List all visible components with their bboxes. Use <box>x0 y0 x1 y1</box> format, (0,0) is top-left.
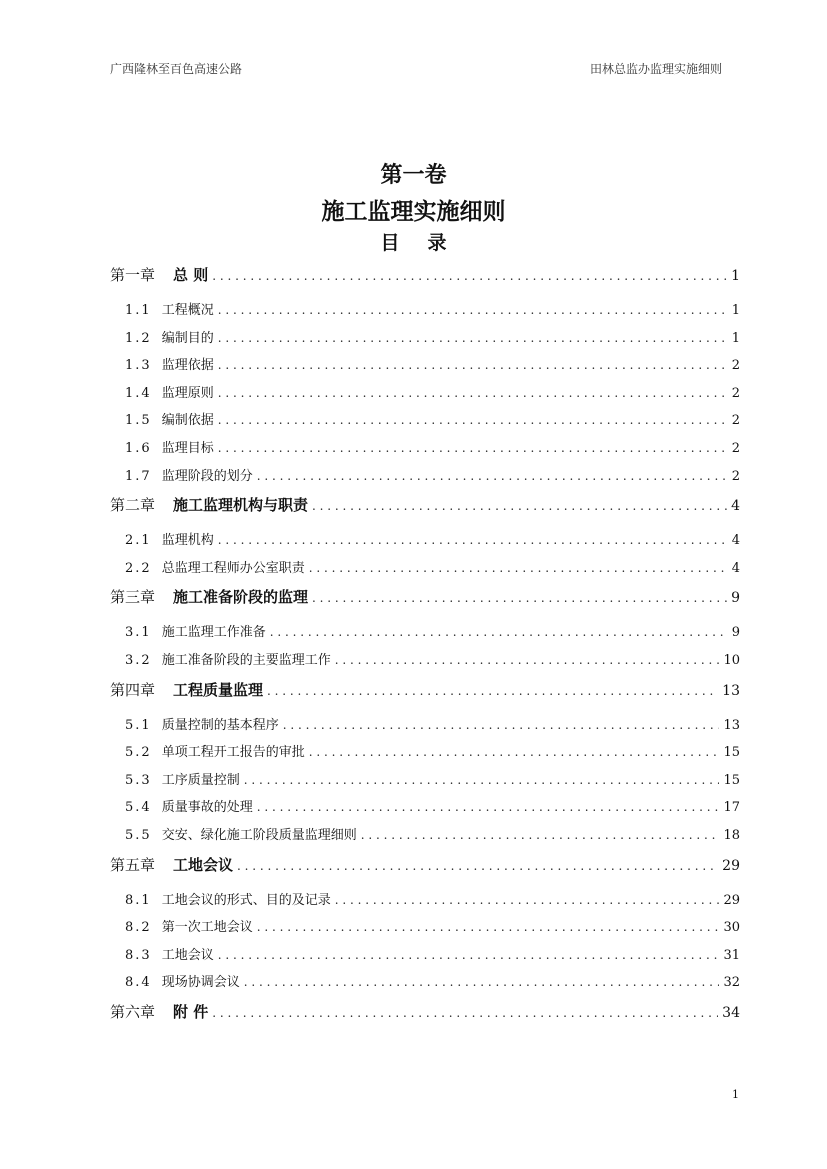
running-header-left: 广西隆林至百色高速公路 <box>110 62 243 76</box>
toc-chapter-entry[interactable] <box>110 679 740 705</box>
toc-entry-label: 监理机构 <box>161 533 214 549</box>
toc-entry-page: 29 <box>723 892 740 908</box>
dot-leader <box>335 893 720 907</box>
toc-entry-label: 附 件 <box>173 1002 209 1021</box>
dot-leader <box>257 920 720 934</box>
toc-entry-page: 1 <box>731 268 740 284</box>
running-header-right: 田林总监办监理实施细则 <box>589 62 722 76</box>
dot-leader <box>237 859 718 873</box>
document-title: 施工监理实施细则 <box>321 199 506 225</box>
toc-entry-label: 施工监理工作准备 <box>161 625 266 641</box>
toc-entry-title <box>125 465 253 484</box>
toc-chapter-entry[interactable] <box>110 586 740 612</box>
toc-entry-title <box>125 916 253 935</box>
dot-leader <box>270 625 728 639</box>
toc-section-entry[interactable] <box>110 529 740 557</box>
toc-entry-title <box>110 854 233 875</box>
toc-entry-label: 总 则 <box>173 266 209 284</box>
toc-entry-page: 4 <box>731 560 740 576</box>
toc-entry-title <box>125 741 305 760</box>
toc-entry-title <box>125 796 253 815</box>
toc-entry-label: 质量控制的基本程序 <box>161 717 279 733</box>
dot-leader <box>312 591 727 605</box>
toc-entry-page: 2 <box>731 358 740 374</box>
toc-entry-number: 8.3 <box>125 947 152 963</box>
dot-leader <box>283 718 720 732</box>
toc-entry-page: 9 <box>731 625 740 641</box>
dot-leader <box>212 1006 718 1020</box>
toc-entry-page: 1 <box>731 330 740 346</box>
toc-entry-title <box>125 714 279 733</box>
toc-entry-label: 监理原则 <box>161 385 214 401</box>
toc-section-entry[interactable] <box>110 465 740 493</box>
toc-entry-label: 交安、绿化施工阶段质量监理细则 <box>161 827 357 843</box>
toc-entry-title <box>125 557 305 576</box>
toc-entry-page: 4 <box>731 498 740 515</box>
toc-entry-label: 工地会议的形式、目的及记录 <box>161 892 331 908</box>
toc-section-entry[interactable] <box>110 299 740 327</box>
toc-entry-label: 监理目标 <box>161 440 214 456</box>
toc-entry-label: 单项工程开工报告的审批 <box>161 745 305 761</box>
dot-leader <box>218 331 728 345</box>
toc-entry-label: 工地会议 <box>161 947 214 963</box>
toc-section-entry[interactable] <box>110 354 740 382</box>
table-of-contents <box>110 262 740 1036</box>
toc-entry-label: 工程概况 <box>161 303 214 318</box>
dot-leader <box>309 745 720 759</box>
toc-section-entry[interactable] <box>110 889 740 917</box>
toc-entry-page: 30 <box>723 920 740 936</box>
dot-leader <box>218 413 728 427</box>
toc-entry-page: 2 <box>731 440 740 456</box>
dot-leader <box>218 303 728 317</box>
toc-section-entry[interactable] <box>110 971 740 999</box>
dot-leader <box>267 684 718 698</box>
toc-entry-page: 2 <box>731 468 740 484</box>
toc-entry-label: 总监理工程师办公室职责 <box>161 560 305 576</box>
dot-leader <box>218 948 720 962</box>
toc-entry-page: 18 <box>723 827 740 843</box>
toc-entry-label: 编制目的 <box>161 330 214 346</box>
toc-entry-title <box>125 354 214 373</box>
toc-entry-page: 31 <box>723 947 740 963</box>
dot-leader <box>218 358 728 372</box>
toc-entry-page: 13 <box>723 717 740 733</box>
toc-entry-title <box>125 649 331 668</box>
toc-entry-title <box>125 299 214 318</box>
toc-section-entry[interactable] <box>110 327 740 355</box>
toc-chapter-entry[interactable] <box>110 1001 740 1027</box>
toc-entry-page: 17 <box>723 800 740 816</box>
toc-entry-number: 8.2 <box>125 920 152 936</box>
toc-section-entry[interactable] <box>110 714 740 742</box>
toc-entry-label: 现场协调会议 <box>161 975 240 991</box>
toc-entry-label: 施工准备阶段的主要监理工作 <box>161 652 331 668</box>
toc-entry-title <box>110 1001 208 1022</box>
toc-section-entry[interactable] <box>110 437 740 465</box>
dot-leader <box>218 441 728 455</box>
toc-heading: 目录 <box>380 232 475 254</box>
toc-entry-number: 5.1 <box>125 717 152 733</box>
toc-entry-title <box>125 621 266 640</box>
dot-leader <box>257 800 720 814</box>
toc-entry-number: 第五章 <box>110 855 156 874</box>
dot-leader <box>257 469 728 483</box>
toc-entry-number: 8.4 <box>125 975 152 991</box>
toc-entry-number: 1.7 <box>125 468 152 484</box>
page-number: 1 <box>732 1088 739 1101</box>
toc-section-entry[interactable] <box>110 916 740 944</box>
toc-entry-page: 13 <box>722 682 740 699</box>
toc-entry-title <box>125 769 240 788</box>
toc-entry-number: 3.1 <box>125 625 152 641</box>
dot-leader <box>309 561 728 575</box>
toc-entry-number: 2.1 <box>125 533 152 549</box>
toc-entry-number: 5.5 <box>125 827 152 843</box>
toc-entry-title <box>110 679 263 700</box>
toc-entry-number: 第六章 <box>110 1002 156 1021</box>
toc-section-entry[interactable] <box>110 382 740 410</box>
toc-entry-title <box>125 944 214 963</box>
toc-entry-title <box>125 971 240 990</box>
toc-entry-number: 1.2 <box>125 330 152 346</box>
toc-entry-label: 编制依据 <box>161 413 214 429</box>
toc-entry-number: 3.2 <box>125 652 152 668</box>
dot-leader <box>244 975 720 989</box>
dot-leader <box>212 269 727 283</box>
toc-entry-number: 1.3 <box>125 358 152 374</box>
volume-title: 第一卷 <box>380 163 447 188</box>
toc-entry-page: 15 <box>723 772 740 788</box>
toc-entry-number: 第一章 <box>110 266 156 284</box>
toc-chapter-entry[interactable] <box>110 264 740 290</box>
toc-entry-label: 监理阶段的划分 <box>161 468 253 484</box>
toc-section-entry[interactable] <box>110 769 740 797</box>
toc-entry-number: 8.1 <box>125 892 152 908</box>
toc-entry-page: 15 <box>723 745 740 761</box>
toc-section-entry[interactable] <box>110 824 740 852</box>
toc-entry-number: 1.6 <box>125 440 152 456</box>
toc-chapter-entry[interactable] <box>110 494 740 520</box>
toc-entry-page: 34 <box>722 1004 740 1021</box>
dot-leader <box>312 499 727 513</box>
toc-section-entry[interactable] <box>110 621 740 649</box>
dot-leader <box>218 386 728 400</box>
toc-entry-number: 第四章 <box>110 680 156 699</box>
toc-entry-title <box>125 889 331 908</box>
toc-section-entry[interactable] <box>110 557 740 585</box>
toc-entry-number: 1.1 <box>125 303 152 318</box>
toc-entry-page: 29 <box>722 857 740 874</box>
toc-entry-page: 10 <box>723 652 740 668</box>
toc-entry-label: 工序质量控制 <box>161 772 240 788</box>
toc-entry-label: 施工监理机构与职责 <box>173 496 309 515</box>
toc-entry-page: 2 <box>731 385 740 401</box>
toc-entry-title <box>125 327 214 346</box>
toc-entry-number: 第三章 <box>110 588 156 607</box>
toc-chapter-entry[interactable] <box>110 854 740 880</box>
dot-leader <box>361 828 720 842</box>
toc-section-entry[interactable] <box>110 409 740 437</box>
toc-section-entry[interactable] <box>110 649 740 677</box>
toc-entry-title <box>125 409 214 428</box>
toc-entry-label: 质量事故的处理 <box>161 800 253 816</box>
toc-entry-page: 2 <box>731 413 740 429</box>
toc-entry-number: 5.2 <box>125 745 152 761</box>
toc-entry-page: 1 <box>731 303 740 318</box>
toc-entry-page: 4 <box>731 533 740 549</box>
toc-entry-page: 32 <box>723 975 740 991</box>
toc-entry-number: 1.4 <box>125 385 152 401</box>
dot-leader <box>335 653 720 667</box>
toc-entry-page: 9 <box>731 590 740 607</box>
toc-entry-title <box>110 264 208 285</box>
toc-entry-number: 5.3 <box>125 772 152 788</box>
toc-entry-label: 工程质量监理 <box>173 680 264 699</box>
toc-entry-title <box>125 824 357 843</box>
toc-entry-title <box>125 529 214 548</box>
toc-entry-number: 第二章 <box>110 496 156 515</box>
toc-entry-number: 2.2 <box>125 560 152 576</box>
toc-entry-label: 监理依据 <box>161 358 214 374</box>
toc-entry-title <box>125 437 214 456</box>
toc-entry-title <box>110 494 308 515</box>
toc-entry-number: 1.5 <box>125 413 152 429</box>
toc-entry-title <box>110 586 308 607</box>
toc-section-entry[interactable] <box>110 944 740 972</box>
toc-section-entry[interactable] <box>110 796 740 824</box>
toc-entry-title <box>125 382 214 401</box>
toc-section-entry[interactable] <box>110 741 740 769</box>
toc-entry-number: 5.4 <box>125 800 152 816</box>
dot-leader <box>218 533 728 547</box>
toc-entry-label: 第一次工地会议 <box>161 920 253 936</box>
toc-entry-label: 施工准备阶段的监理 <box>173 588 309 607</box>
dot-leader <box>244 773 720 787</box>
toc-entry-label: 工地会议 <box>173 855 234 874</box>
